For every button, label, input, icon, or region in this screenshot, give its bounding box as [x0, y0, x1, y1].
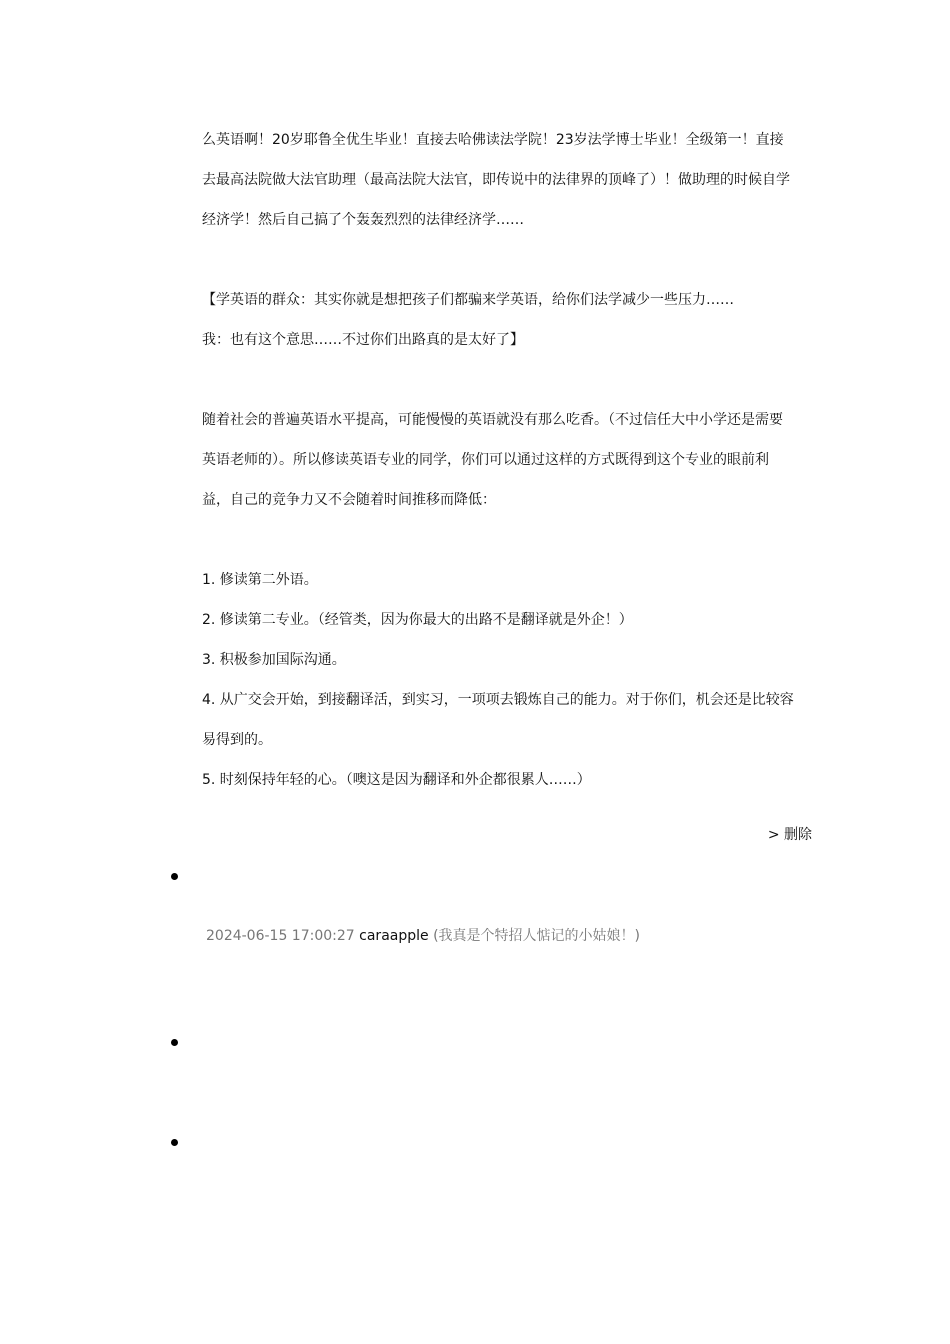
article-body [202, 120, 812, 845]
comment-meta [206, 926, 640, 946]
paragraph-gap [202, 360, 812, 400]
paragraph-line: 经济学！然后自己搞了个轰轰烈烈的法律经济学…… [202, 212, 524, 228]
quote-line: 我：也有这个意思……不过你们出路真的是太好了】 [202, 332, 524, 348]
paragraph-line: 益，自己的竞争力又不会随着时间推移而降低： [202, 492, 496, 508]
list-bullet [171, 1039, 178, 1046]
list-item: 3. 积极参加国际沟通。 [202, 652, 346, 668]
comment-bullet [171, 873, 178, 880]
comment-username-link[interactable]: caraapple [359, 928, 429, 944]
list-item: 4. 从广交会开始，到接翻译活，到实习，一项项去锻炼自己的能力。对于你们，机会还是比较容 [202, 692, 794, 708]
list-item: 5. 时刻保持年轻的心。（噢这是因为翻译和外企都很累人……） [202, 772, 591, 788]
delete-row [202, 825, 812, 845]
comment-signature: (我真是个特招人惦记的小姑娘！) [433, 928, 641, 944]
quote-line: 【学英语的群众：其实你就是想把孩子们都骗来学英语，给你们法学减少一些压力…… [202, 292, 734, 308]
paragraph-line: 随着社会的普遍英语水平提高，可能慢慢的英语就没有那么吃香。（不过信任大中小学还是需要 [202, 412, 783, 428]
paragraph-line: 英语老师的）。所以修读英语专业的同学，你们可以通过这样的方式既得到这个专业的眼前利 [202, 452, 769, 468]
comment-timestamp: 2024-06-15 17:00:27 [206, 928, 355, 944]
list-bullet [171, 1139, 178, 1146]
paragraph-line: 去最高法院做大法官助理（最高法院大法官，即传说中的法律界的顶峰了）！做助理的时候自学 [202, 172, 790, 188]
paragraph-gap [202, 520, 812, 560]
list-item: 2. 修读第二专业。（经管类，因为你最大的出路不是翻译就是外企！） [202, 612, 633, 628]
list-item: 易得到的。 [202, 732, 272, 748]
list-item: 1. 修读第二外语。 [202, 572, 318, 588]
paragraph-line: 么英语啊！20岁耶鲁全优生毕业！直接去哈佛读法学院！23岁法学博士毕业！全级第一！直接 [202, 132, 784, 148]
paragraph-gap [202, 240, 812, 280]
delete-link[interactable]: > 删除 [767, 827, 812, 843]
